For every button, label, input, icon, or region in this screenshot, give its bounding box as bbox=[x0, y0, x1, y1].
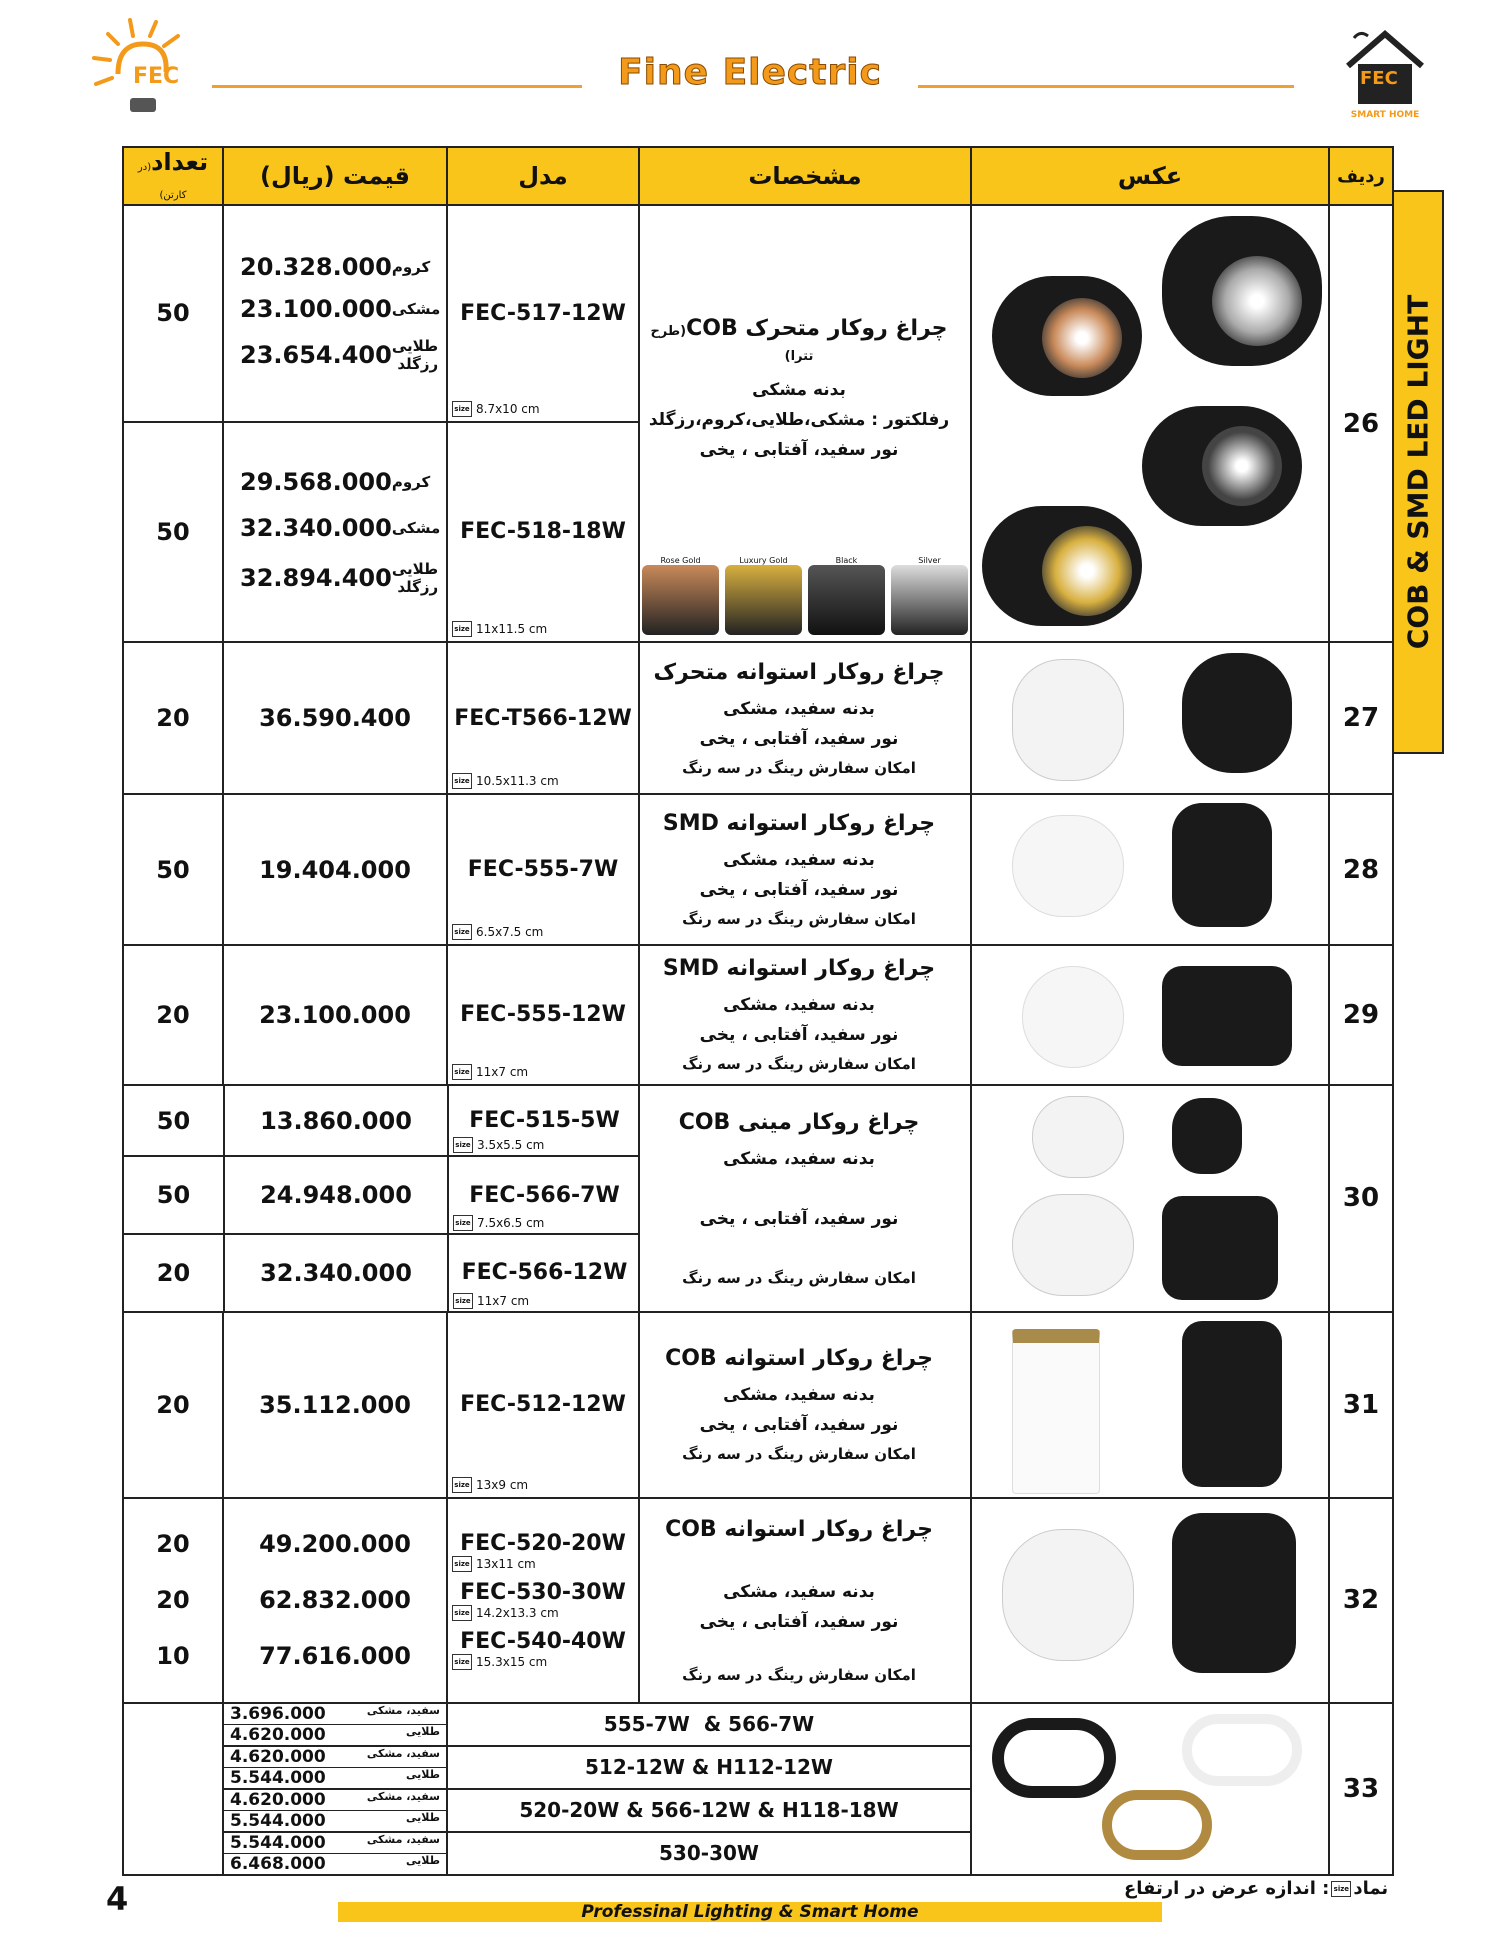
size-label: size 8.7x10 cm bbox=[452, 401, 540, 417]
col-spec: مشخصات bbox=[639, 147, 971, 205]
size-icon: size bbox=[453, 1215, 473, 1231]
size-icon: size bbox=[452, 1477, 472, 1493]
size-label: size 13x9 cm bbox=[452, 1477, 528, 1493]
brand-title: Fine Electric bbox=[618, 52, 882, 93]
size-icon: size bbox=[452, 1654, 472, 1670]
col-photo: عکس bbox=[971, 147, 1329, 205]
table-row: 50 13.860.000 FEC-515-5W size 3.5x5.5 cm 50 24.948.000 FEC-566-7W size 7.5x6.5 cm 20 32.340.000 FEC-566-12W size 11x7 cm چراغ روکار مینی COB بدنه سفید، مشکی نور سفید، آفتابی ، یخی امکان سفارش رینگ در سه رنگ 30 bbox=[123, 1085, 1393, 1312]
table-row: 50 19.404.000 FEC-555-7W size 6.5x7.5 cm چراغ روکار استوانه SMD بدنه سفید، مشکی نور سفید، آفتابی ، یخی امکان سفارش رینگ در سه رنگ 28 bbox=[123, 794, 1393, 944]
category-side-label: COB & SMD LED LIGHT bbox=[1392, 190, 1444, 754]
col-price: قیمت (ریال) bbox=[223, 147, 447, 205]
reflector-swatches: Rose Gold Luxury Gold Black Silver bbox=[642, 556, 968, 635]
table-row: 50 29.568.000 کروم 32.340.000 مشکی 32.894.400 طلایی رزگلد FEC-518-18W size 11x11.5 cm bbox=[123, 422, 1393, 643]
product-photo bbox=[971, 1703, 1329, 1875]
size-icon: size bbox=[452, 1064, 472, 1080]
logo-left bbox=[88, 14, 198, 124]
table-header bbox=[123, 147, 1393, 205]
size-icon: size bbox=[453, 1137, 473, 1153]
size-label: size 13x11 cm bbox=[448, 1556, 638, 1572]
size-icon: size bbox=[1331, 1881, 1351, 1897]
size-label: size 6.5x7.5 cm bbox=[452, 924, 543, 940]
logo-right bbox=[1340, 26, 1430, 126]
table-row: 20 35.112.000 FEC-512-12W size 13x9 cm چراغ روکار استوانه COB بدنه سفید، مشکی نور سفید، آفتابی ، یخی امکان سفارش رینگ در سه رنگ 31 bbox=[123, 1312, 1393, 1498]
size-icon: size bbox=[452, 401, 472, 417]
product-photo bbox=[971, 1498, 1329, 1702]
size-label: size 10.5x11.3 cm bbox=[452, 773, 559, 789]
product-photo bbox=[971, 1085, 1329, 1312]
size-icon: size bbox=[452, 924, 472, 940]
size-icon: size bbox=[453, 1293, 473, 1309]
size-icon: size bbox=[452, 1556, 472, 1572]
size-label: size 11x7 cm bbox=[453, 1293, 529, 1309]
page-number: 4 bbox=[106, 1880, 129, 1918]
size-icon: size bbox=[452, 621, 472, 637]
size-icon: size bbox=[452, 1605, 472, 1621]
size-label: size 3.5x5.5 cm bbox=[453, 1137, 544, 1153]
logo-right-text: FEC bbox=[1360, 68, 1398, 89]
col-row: ردیف bbox=[1329, 147, 1393, 205]
product-photo bbox=[971, 205, 1329, 642]
table-row: 20 23.100.000 FEC-555-12W size 11x7 cm چراغ روکار استوانه SMD بدنه سفید، مشکی نور سفید، آفتابی ، یخی امکان سفارش رینگ در سه رنگ 29 bbox=[123, 945, 1393, 1085]
size-label: size 7.5x6.5 cm bbox=[453, 1215, 544, 1231]
table-row: 20 36.590.400 FEC-T566-12W size 10.5x11.3 cm چراغ روکار استوانه متحرک بدنه سفید، مشکی نور سفید، آفتابی ، یخی امکان سفارش رینگ در سه رنگ 27 bbox=[123, 642, 1393, 794]
col-model: مدل bbox=[447, 147, 639, 205]
price-table bbox=[122, 146, 1394, 1876]
logo-left-text: FEC bbox=[133, 64, 180, 89]
size-label: size 11x11.5 cm bbox=[452, 621, 547, 637]
size-label: size 14.2x13.3 cm bbox=[448, 1605, 638, 1621]
product-photo bbox=[971, 945, 1329, 1085]
col-qty: تعداد(در کارتن) bbox=[123, 147, 223, 205]
product-photo bbox=[971, 1312, 1329, 1498]
logo-right-sub: SMART HOME bbox=[1350, 110, 1420, 120]
table-row: 50 20.328.000 کروم 23.100.000 مشکی 23.654.400 طلایی رزگلد FEC-517-12W size 8.7x10 cm چراغ روکار متحرک COB(طرح تترا) بدنه مشکی رفلکتور : مشکی،طلایی،کروم،رزگلد نور سفید، آفتابی ، یخی Rose Gold Luxury Gold Black Silver 26 bbox=[123, 205, 1393, 422]
product-photo bbox=[971, 794, 1329, 944]
size-legend: نماد size : اندازه عرض در ارتفاع bbox=[1124, 1878, 1389, 1899]
table-row: 3.696.000 سفید، مشکی 4.620.000 طلایی 4.620.000 سفید، مشکی 5.544.000 طلایی 4.620.000 سفید، مشکی 5.544.000 طلایی 5.544.000 سفید، مشکی 6.468.000 طلایی 555-7W & 566-7W 512-12W & H112-12W 520-20W & 566-12W & H118-18W 530-30W 33 bbox=[123, 1703, 1393, 1875]
house-icon bbox=[1340, 26, 1430, 106]
size-icon: size bbox=[452, 773, 472, 789]
table-row: 20 20 10 49.200.000 62.832.000 77.616.000 FEC-520-20W size 13x11 cm FEC-530-30W size 14.2x13.3 cm FEC-540-40W size 15.3x15 cm چراغ روکار استوانه COB بدنه سفید، مشکی نور سفید، آفتابی ، یخی امکان سفارش رینگ در سه رنگ 32 bbox=[123, 1498, 1393, 1702]
size-label: size 15.3x15 cm bbox=[448, 1654, 638, 1670]
size-label: size 11x7 cm bbox=[452, 1064, 528, 1080]
product-photo bbox=[971, 642, 1329, 794]
footer-slogan: Professinal Lighting & Smart Home bbox=[338, 1902, 1162, 1922]
